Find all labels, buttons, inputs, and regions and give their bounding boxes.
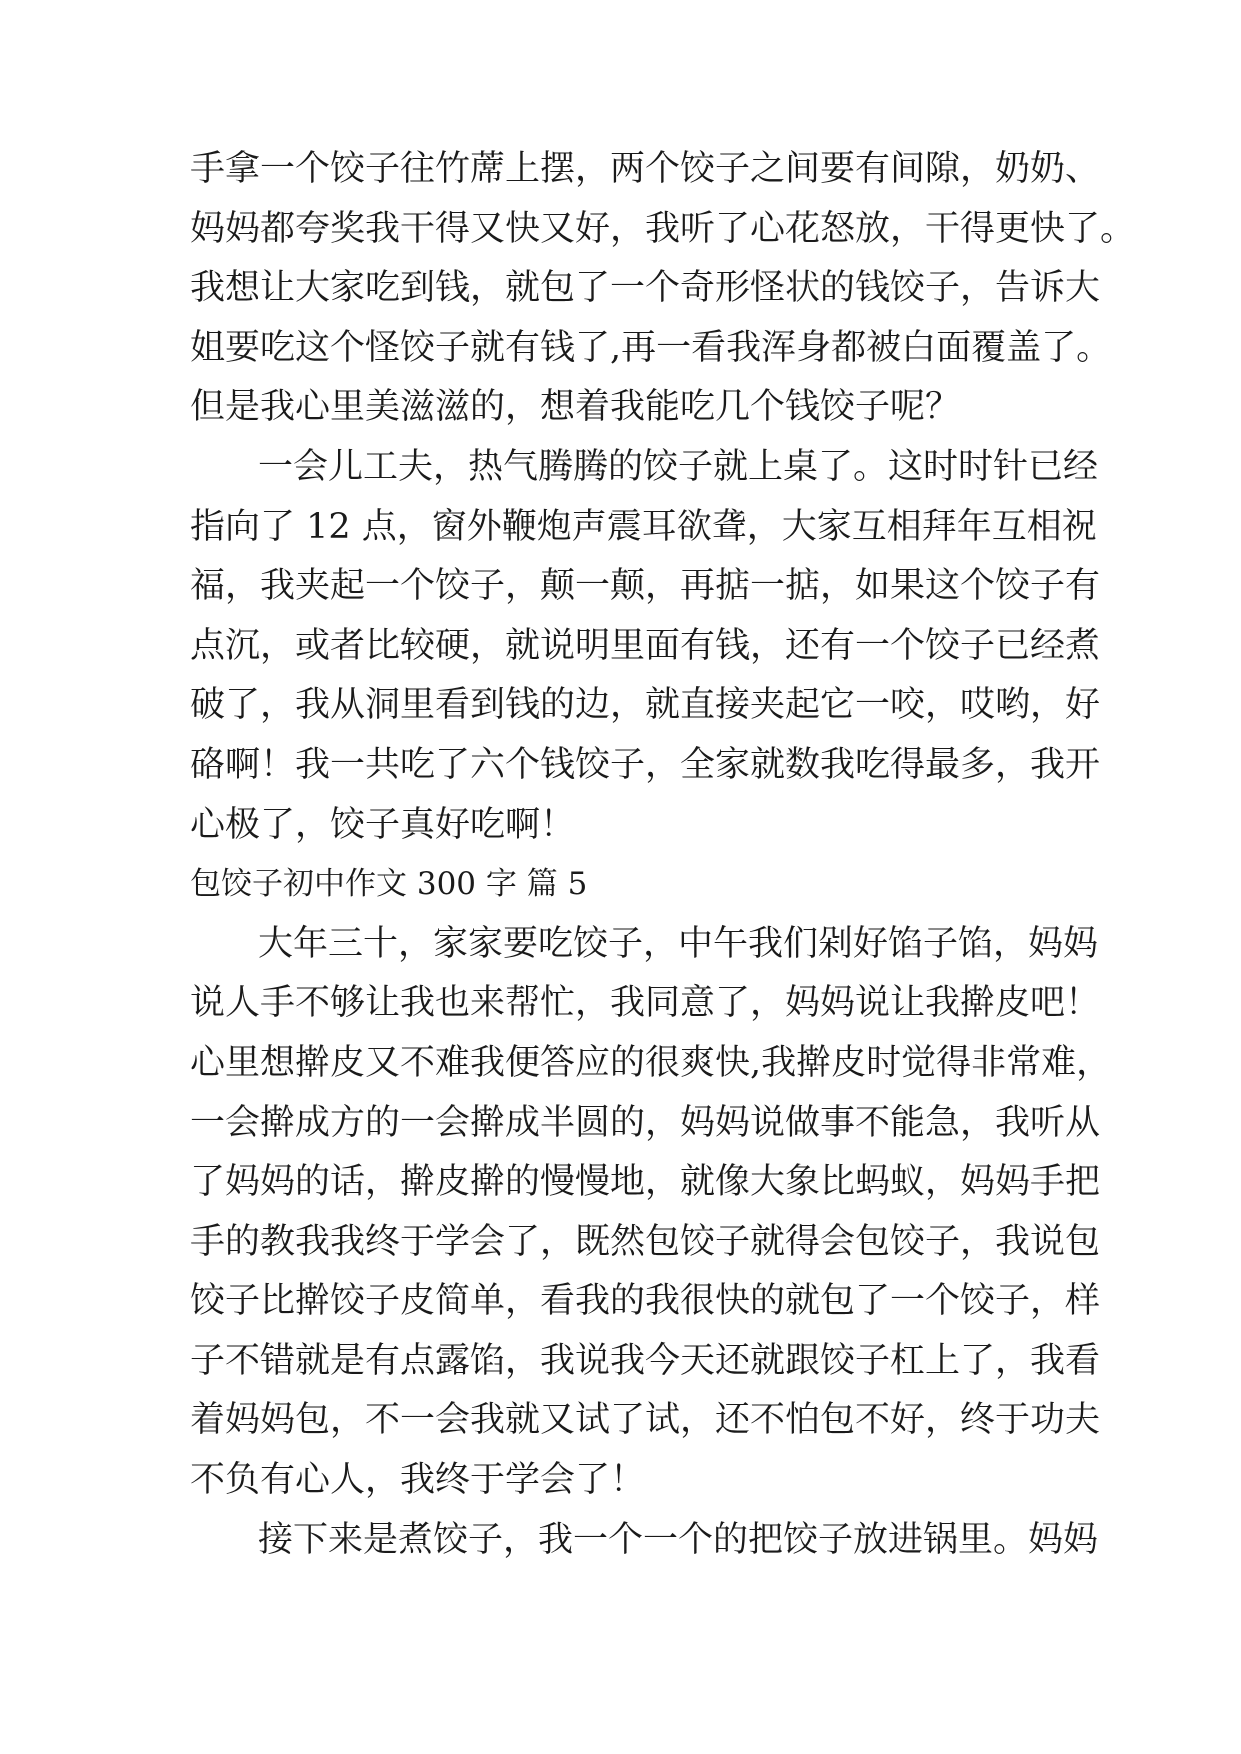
text-line: 接下来是煮饺子，我一个一个的把饺子放进锅里。妈妈 [258,1519,1099,1560]
text-line: 手的教我我终于学会了，既然包饺子就得会包饺子，我说包 [190,1221,1101,1262]
text-line: 不负有心人，我终于学会了！ [190,1460,646,1501]
text-line: 姐要吃这个怪饺子就有钱了,再一看我浑身都被白面覆盖了。 [190,327,1112,368]
text-line: 一会儿工夫，热气腾腾的饺子就上桌了。这时时针已经 [258,446,1099,487]
text-line: 妈妈都夸奖我干得又快又好，我听了心花怒放，干得更快了。 [190,208,1136,249]
text-line: 手拿一个饺子往竹蓆上摆，两个饺子之间要有间隙，奶奶、 [190,149,1101,189]
text-line: 了妈妈的话，擀皮擀的慢慢地，就像大象比蚂蚁，妈妈手把 [190,1162,1101,1203]
document-page [190,140,1136,1570]
text-line: 福，我夹起一个饺子，颠一颠，再掂一掂，如果这个饺子有 [190,566,1101,607]
text-line: 破了，我从洞里看到钱的边，就直接夹起它一咬，哎哟，好 [190,685,1101,726]
text-line: 指向了 12 点，窗外鞭炮声震耳欲聋，大家互相拜年互相祝 [190,506,1097,547]
text-line: 硌啊！我一共吃了六个钱饺子，全家就数我吃得最多，我开 [190,744,1101,785]
text-line: 点沉，或者比较硬，就说明里面有钱，还有一个饺子已经煮 [190,625,1101,666]
text-line: 子不错就是有点露馅，我说我今天还就跟饺子杠上了，我看 [190,1340,1101,1381]
text-line: 但是我心里美滋滋的，想着我能吃几个钱饺子呢？ [190,387,961,428]
section-heading: 包饺子初中作文 300 字 篇 5 [190,866,588,903]
text-line: 心极了，饺子真好吃啊！ [190,804,576,845]
text-line: 一会擀成方的一会擀成半圆的，妈妈说做事不能急，我听从 [190,1102,1101,1143]
text-line: 说人手不够让我也来帮忙，我同意了，妈妈说让我擀皮吧！ [190,983,1101,1024]
text-line: 大年三十，家家要吃饺子，中午我们剁好馅子馅，妈妈 [258,923,1099,964]
text-line: 饺子比擀饺子皮简单，看我的我很快的就包了一个饺子，样 [190,1281,1101,1322]
text-line: 着妈妈包，不一会我就又试了试，还不怕包不好，终于功夫 [190,1400,1101,1441]
text-line: 心里想擀皮又不难我便答应的很爽快,我擀皮时觉得非常难， [190,1042,1112,1083]
text-line: 我想让大家吃到钱，就包了一个奇形怪状的钱饺子，告诉大 [190,268,1101,309]
